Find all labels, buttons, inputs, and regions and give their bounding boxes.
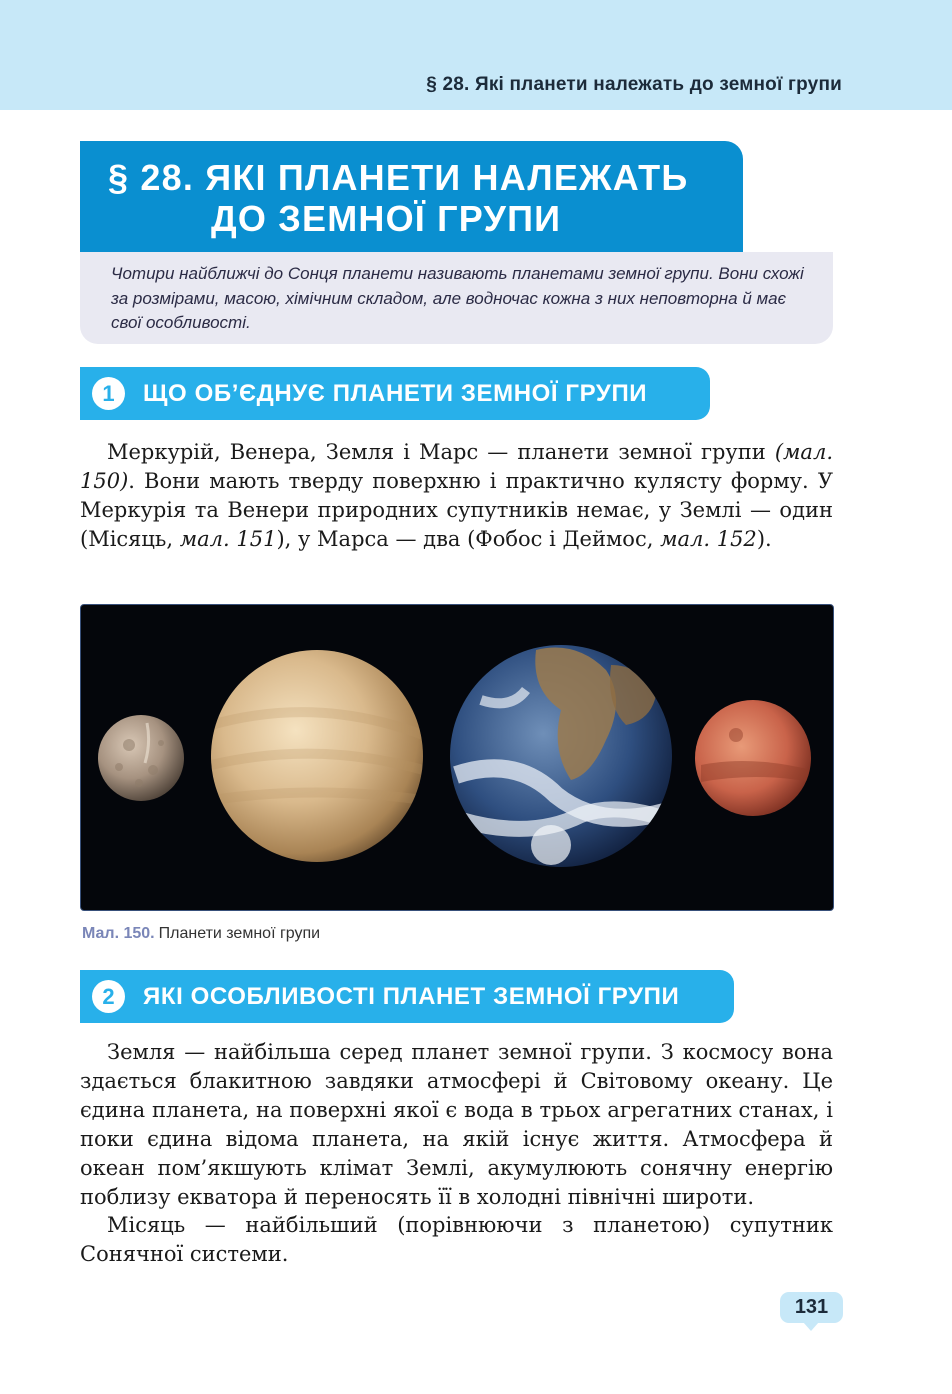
mercury-planet (98, 715, 184, 801)
figure-caption (82, 925, 320, 943)
chapter-title-line-2: ДО ЗЕМНОЇ ГРУПИ (211, 198, 562, 239)
section-1-paragraph (80, 438, 833, 554)
running-title: § 28. Які планети належать до земної групи (426, 74, 842, 95)
chapter-title-box (80, 141, 743, 252)
page-number: 131 (780, 1292, 843, 1323)
text-run: Меркурій, Венера, Земля і Марс — планети земної групи (107, 440, 775, 464)
section-1-number: 1 (92, 377, 125, 410)
figure-caption-text: Планети земної групи (158, 925, 321, 942)
chapter-title-line-1: § 28. ЯКІ ПЛАНЕТИ НАЛЕЖАТЬ (108, 157, 689, 198)
planets-illustration (81, 605, 833, 910)
planets-figure (80, 604, 834, 911)
figure-reference[interactable]: мал. 152 (660, 527, 757, 551)
page-number-badge (780, 1292, 843, 1332)
section-2-heading (80, 970, 734, 1023)
text-run: ). (756, 527, 772, 551)
figure-reference[interactable]: мал. 151 (179, 527, 277, 551)
intro-box (80, 252, 833, 344)
page-number-pointer (803, 1322, 819, 1331)
section-2-title: ЯКІ ОСОБЛИВОСТІ ПЛАНЕТ ЗЕМНОЇ ГРУПИ (143, 983, 680, 1010)
figure-caption-number: Мал. 150. (82, 925, 155, 942)
section-1-title: ЩО ОБ’ЄДНУЄ ПЛАНЕТИ ЗЕМНОЇ ГРУПИ (143, 380, 648, 407)
section-1-heading (80, 367, 710, 420)
section-2-number: 2 (92, 980, 125, 1013)
text-run: . Вони мають тверду поверхню і практично кулясту форму. У Меркурія та Венери природних супутників немає, у Землі — один (Місяць, (80, 469, 833, 551)
earth-planet (450, 645, 686, 867)
text-run: ), у Марса — два (Фобос і Деймос, (276, 527, 661, 551)
section-2-paragraph-2: Місяць — найбільший (порівнюючи з планетою) супутник Сонячної системи. (80, 1213, 833, 1266)
figure-reference[interactable]: (мал. 150) (80, 440, 833, 493)
venus-planet (211, 650, 423, 862)
section-2-paragraph-1: Земля — найбільша серед планет земної групи. З космосу вона здається блакитною завдяки атмосфері й Світовому океану. Це єдина планета, на поверхні якої є вода в трьох агрегатних станах, і поки єдина відома планета, на якій існує життя. Атмосфера й океан пом’якшують клімат Землі, акумулюють сонячну енергію поблизу екватора й переносять її в холодні північні широти. (80, 1040, 833, 1209)
mars-planet (695, 700, 811, 816)
intro-text: Чотири найближчі до Сонця планети називають планетами земної групи. Вони схожі за розмірами, масою, хімічним складом, але водночас кожна з них неповторна й має свої особливості. (111, 264, 804, 332)
